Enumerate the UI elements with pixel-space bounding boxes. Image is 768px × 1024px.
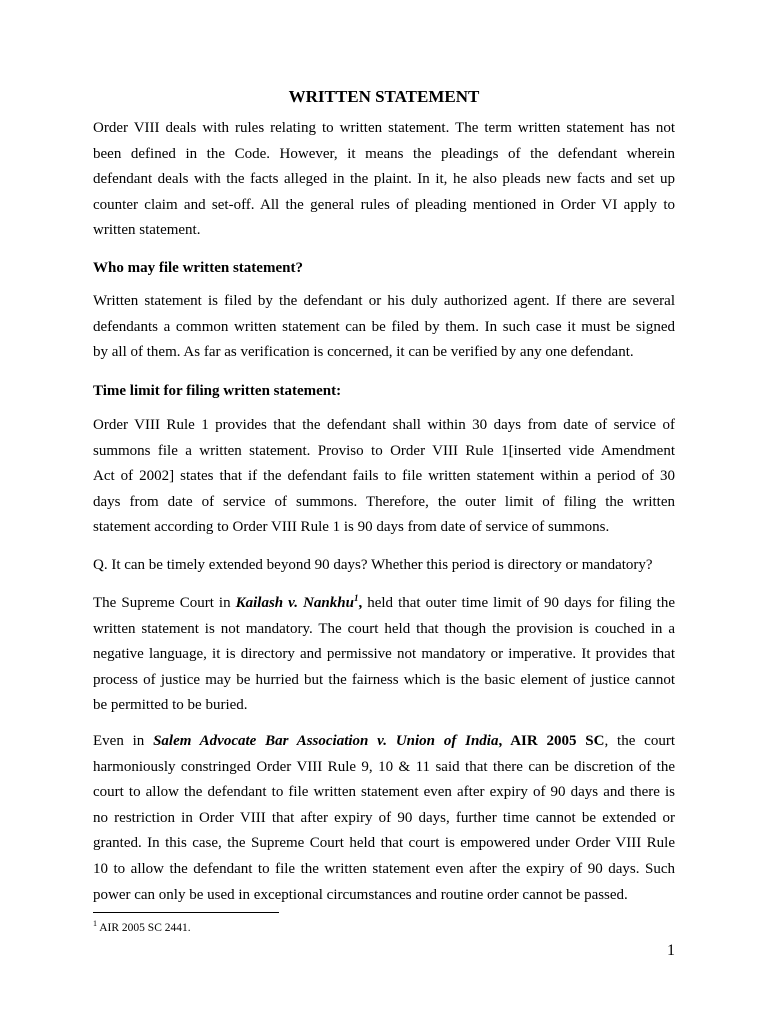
section-heading-time-limit: Time limit for filing written statement: xyxy=(93,383,342,399)
text-line: harmoniously constringed Order VIII Rule 9, 10 & 11 said that there can be discretion of the xyxy=(93,758,675,775)
text-line: written statement is not mandatory. The court held that though the provision is couched in a xyxy=(93,620,675,637)
document-title: WRITTEN STATEMENT xyxy=(288,87,480,106)
text-fragment: held that outer time limit of 90 days for filing the xyxy=(362,595,676,611)
text-line: Act of 2002] states that if the defendant fails to file written statement within a period of 30 xyxy=(93,468,675,485)
footnote-divider xyxy=(93,912,279,913)
who-paragraph xyxy=(93,289,675,366)
footnote-number: 1 xyxy=(93,919,97,929)
text-fragment: , xyxy=(358,595,363,611)
text-line: process of justice may be hurried but the fairness which is the basic element of justice cannot xyxy=(93,671,675,688)
section-heading-who: Who may file written statement? xyxy=(93,260,303,276)
text-line: written statement. xyxy=(93,222,201,239)
intro-paragraph xyxy=(93,116,675,244)
footnote-reference: 1 xyxy=(353,593,359,603)
page-number: 1 xyxy=(667,942,675,959)
text-line: statement according to Order VIII Rule 1 is 90 days from date of service of summons. xyxy=(93,519,610,536)
text-line: defendants a common written statement can be filed by them. In such case it must be signed xyxy=(93,318,675,335)
text-fragment: , xyxy=(498,733,503,749)
text-line: no restriction in Order VIII that after expiry of 90 days, further time cannot be extended or xyxy=(93,809,675,826)
text-line: Written statement is filed by the defendant or his duly authorized agent. If there are several xyxy=(93,293,675,309)
text-line: been defined in the Code. However, it means the pleadings of the defendant wherein xyxy=(93,145,675,162)
text-line: counter claim and set-off. All the general rules of pleading mentioned in Order VI apply to xyxy=(93,196,675,213)
question-text: Q. It can be timely extended beyond 90 days? Whether this period is directory or mandatory? xyxy=(93,557,653,573)
text-line: granted. In this case, the Supreme Court held that court is empowered under Order VIII Rule xyxy=(93,835,675,852)
text-line: Order VIII deals with rules relating to written statement. The term written statement has not xyxy=(93,120,675,136)
text-line: days from date of service of summons. Therefore, the outer limit of filing the written xyxy=(93,493,675,510)
text-line: be permitted to be buried. xyxy=(93,697,248,714)
time-limit-paragraph xyxy=(93,413,675,541)
footnote xyxy=(93,920,191,936)
case-citation: Kailash v. Nankhu xyxy=(235,595,354,611)
text-line: summons file a written statement. Proviso to Order VIII Rule 1[inserted vide Amendment xyxy=(93,442,675,459)
text-line: negative language, it is directory and permissive not mandatory or imperative. It provides that xyxy=(93,646,675,663)
text-line: Order VIII Rule 1 provides that the defendant shall within 30 days from date of service of xyxy=(93,417,675,433)
kailash-paragraph xyxy=(93,591,675,719)
text-fragment: Even in xyxy=(93,733,154,749)
text-line xyxy=(93,591,675,617)
text-line: defendant deals with the facts alleged in the plaint. In it, he also pleads new facts and set up xyxy=(93,171,675,188)
text-fragment: , the court xyxy=(604,733,675,749)
citation-reference: AIR 2005 SC xyxy=(502,733,605,749)
case-citation: Salem Advocate Bar Association v. Union of India xyxy=(153,733,499,749)
text-fragment: The Supreme Court in xyxy=(93,595,236,611)
text-line: court to allow the defendant to file written statement even after expiry of 90 days and there is xyxy=(93,784,675,801)
text-line: power can only be used in exceptional circumstances and routine order cannot be passed. xyxy=(93,886,628,903)
text-line xyxy=(93,729,675,755)
text-line: by all of them. As far as verification is concerned, it can be verified by any one defendant. xyxy=(93,344,634,361)
salem-paragraph xyxy=(93,729,675,908)
footnote-text: AIR 2005 SC 2441. xyxy=(97,922,191,934)
question-paragraph xyxy=(93,553,675,579)
text-line: 10 to allow the defendant to file the written statement even after the expiry of 90 days. Such xyxy=(93,860,675,877)
